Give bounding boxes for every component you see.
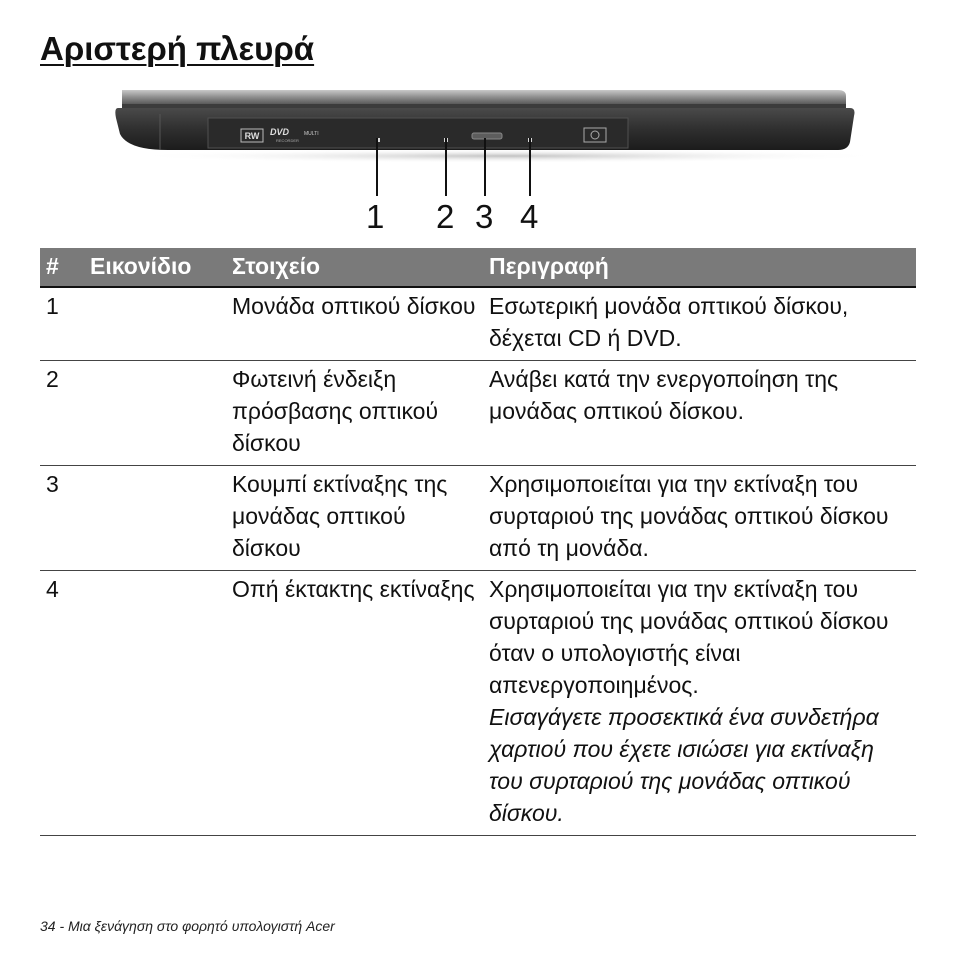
rw-badge-text: RW xyxy=(244,131,260,141)
header-icon: Εικονίδιο xyxy=(84,248,226,287)
callout-number-2: 2 xyxy=(436,198,455,235)
row-item: Μονάδα οπτικού δίσκου xyxy=(226,287,483,361)
row-icon xyxy=(84,287,226,361)
callout-number-4: 4 xyxy=(520,198,539,235)
row-description: Ανάβει κατά την ενεργοποίηση της μονάδας οπτικού δίσκου. xyxy=(483,361,916,466)
header-item: Στοιχείο xyxy=(226,248,483,287)
row-description: Εσωτερική μονάδα οπτικού δίσκου, δέχεται CD ή DVD. xyxy=(483,287,916,361)
callout-number-1: 1 xyxy=(366,198,385,235)
callout-number-3: 3 xyxy=(475,198,494,235)
page-footer: 34 - Μια ξενάγηση στο φορητό υπολογιστή Acer xyxy=(40,918,335,934)
row-description-text: Χρησιμοποιείται για την εκτίναξη του συρταριού της μονάδας οπτικού δίσκου όταν ο υπολογιστής είναι απενεργοποιημένος. xyxy=(489,576,889,698)
dvd-logo-text: DVD xyxy=(270,127,290,137)
row-icon xyxy=(84,466,226,571)
row-num: 1 xyxy=(40,287,84,361)
table-row xyxy=(40,287,916,361)
components-table xyxy=(40,248,916,836)
table-row xyxy=(40,466,916,571)
row-icon xyxy=(84,571,226,836)
row-num: 3 xyxy=(40,466,84,571)
table-header-row xyxy=(40,248,916,287)
row-description-note: Εισαγάγετε προσεκτικά ένα συνδετήρα χαρτιού που έχετε ισιώσει για εκτίναξη του συρταριού της μονάδας οπτικού δίσκου. xyxy=(489,704,879,826)
row-description xyxy=(483,571,916,836)
row-item: Οπή έκτακτης εκτίναξης xyxy=(226,571,483,836)
row-description: Χρησιμοποιείται για την εκτίναξη του συρταριού της μονάδας οπτικού δίσκου από τη μονάδα. xyxy=(483,466,916,571)
row-num: 2 xyxy=(40,361,84,466)
row-item: Φωτεινή ένδειξη πρόσβασης οπτικού δίσκου xyxy=(226,361,483,466)
header-num: # xyxy=(40,248,84,287)
dvd-multi-text: MULTI xyxy=(304,131,319,137)
row-num: 4 xyxy=(40,571,84,836)
page-title: Αριστερή πλευρά xyxy=(40,30,315,67)
row-icon xyxy=(84,361,226,466)
dvd-recorder-text: RECORDER xyxy=(276,138,299,143)
table-row xyxy=(40,361,916,466)
row-item: Κουμπί εκτίναξης της μονάδας οπτικού δίσκου xyxy=(226,466,483,571)
header-description: Περιγραφή xyxy=(483,248,916,287)
table-row xyxy=(40,571,916,836)
